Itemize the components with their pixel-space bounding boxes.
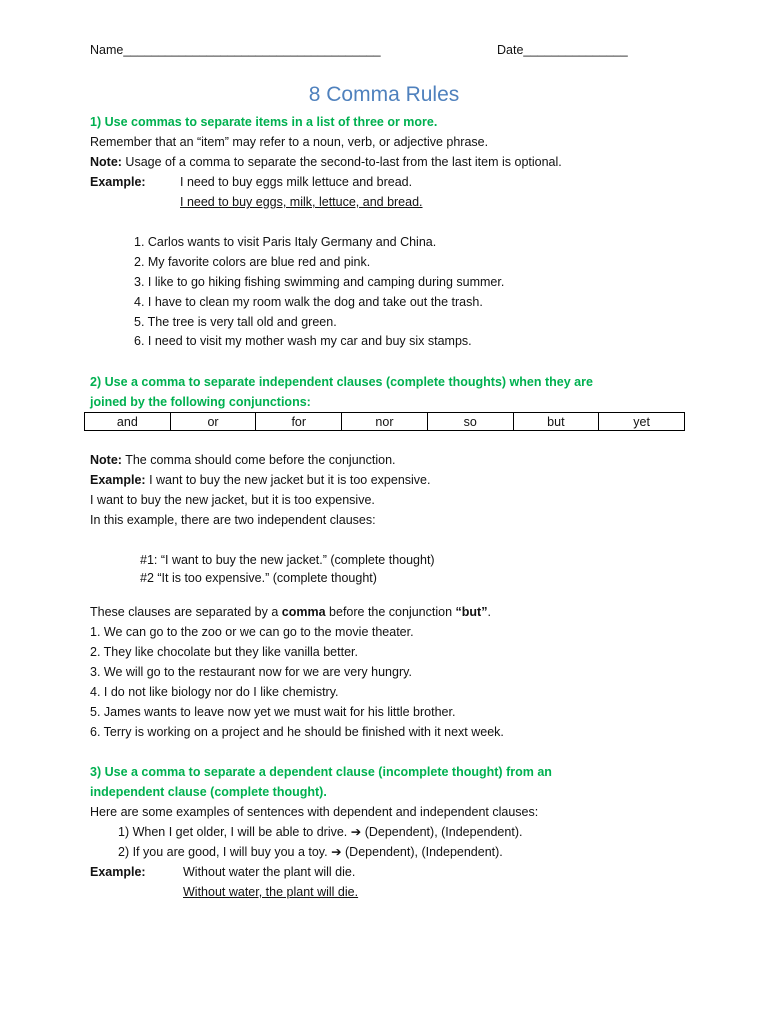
rule2-item: 1. We can go to the zoo or we can go to the movie theater. xyxy=(90,625,414,639)
rule2-clause1: #1: “I want to buy the new jacket.” (complete thought) xyxy=(140,553,435,567)
rule2-separation-note xyxy=(90,604,491,620)
rule2-item: 2. They like chocolate but they like vanilla better. xyxy=(90,645,358,659)
rule3-example-label: Example: xyxy=(90,865,146,879)
sep-mid: before the conjunction xyxy=(325,605,456,619)
rule2-note xyxy=(90,452,396,468)
date-field-label: Date_______________ xyxy=(497,43,628,57)
sep-end: . xyxy=(487,605,491,619)
sep-but: “but” xyxy=(455,605,488,619)
rule3-heading-line2: independent clause (complete thought). xyxy=(90,785,327,799)
rule3-heading-line1: 3) Use a comma to separate a dependent clause (incomplete thought) from an xyxy=(90,765,552,779)
rule2-explain: In this example, there are two independent clauses: xyxy=(90,513,376,527)
rule3-example1: 1) When I get older, I will be able to drive. ➔ (Dependent), (Independent). xyxy=(118,825,523,839)
rule1-remember: Remember that an “item” may refer to a noun, verb, or adjective phrase. xyxy=(90,135,489,149)
note-text: The comma should come before the conjunction. xyxy=(121,453,396,467)
conjunction-cell: and xyxy=(85,413,171,431)
rule1-item: 3. I like to go hiking fishing swimming and camping during summer. xyxy=(134,275,505,289)
rule1-item: 4. I have to clean my room walk the dog and take out the trash. xyxy=(134,295,483,309)
rule2-item: 5. James wants to leave now yet we must wait for his little brother. xyxy=(90,705,456,719)
rule2-heading-line1: 2) Use a comma to separate independent clauses (complete thoughts) when they are xyxy=(90,375,593,389)
page-title: 8 Comma Rules xyxy=(308,83,460,106)
rule1-item: 5. The tree is very tall old and green. xyxy=(134,315,337,329)
example-label: Example: xyxy=(90,473,146,487)
rule2-clause2: #2 “It is too expensive.” (complete thought) xyxy=(140,571,377,585)
rule2-item: 4. I do not like biology nor do I like chemistry. xyxy=(90,685,339,699)
rule1-example-right: I need to buy eggs, milk, lettuce, and bread. xyxy=(180,195,423,209)
rule1-item: 2. My favorite colors are blue red and pink. xyxy=(134,255,371,269)
conjunction-cell: for xyxy=(256,413,342,431)
conjunctions-table xyxy=(84,412,685,431)
sep-pre: These clauses are separated by a xyxy=(90,605,282,619)
example-text: I want to buy the new jacket but it is too expensive. xyxy=(145,473,431,487)
conjunction-cell: yet xyxy=(599,413,685,431)
rule1-item: 1. Carlos wants to visit Paris Italy Germany and China. xyxy=(134,235,437,249)
conjunction-cell: but xyxy=(513,413,599,431)
conjunction-cell: so xyxy=(427,413,513,431)
sep-comma: comma xyxy=(281,605,326,619)
rule2-example-fixed: I want to buy the new jacket, but it is too expensive. xyxy=(90,493,375,507)
note-label: Note: xyxy=(90,155,122,169)
rule3-example2: 2) If you are good, I will buy you a toy. ➔ (Dependent), (Independent). xyxy=(118,845,503,859)
rule3-example-wrong: Without water the plant will die. xyxy=(183,865,356,879)
rule2-heading-line2: joined by the following conjunctions: xyxy=(90,395,311,409)
rule3-intro: Here are some examples of sentences with dependent and independent clauses: xyxy=(90,805,539,819)
rule2-item: 3. We will go to the restaurant now for we are very hungry. xyxy=(90,665,412,679)
rule2-item: 6. Terry is working on a project and he should be finished with it next week. xyxy=(90,725,504,739)
conjunction-cell: or xyxy=(170,413,256,431)
conjunction-cell: nor xyxy=(342,413,428,431)
rule2-example xyxy=(90,472,430,488)
rule1-heading: 1) Use commas to separate items in a list of three or more. xyxy=(90,115,438,129)
conjunctions-row xyxy=(85,413,685,431)
rule3-example-right: Without water, the plant will die. xyxy=(183,885,359,899)
rule1-note xyxy=(90,154,562,170)
rule1-example-label: Example: xyxy=(90,175,146,189)
note-text: Usage of a comma to separate the second-to-last from the last item is optional. xyxy=(121,155,562,169)
note-label: Note: xyxy=(90,453,122,467)
rule1-example-wrong: I need to buy eggs milk lettuce and bread. xyxy=(180,175,413,189)
rule1-item: 6. I need to visit my mother wash my car and buy six stamps. xyxy=(134,334,472,348)
name-field-label: Name_____________________________________ xyxy=(90,43,381,57)
